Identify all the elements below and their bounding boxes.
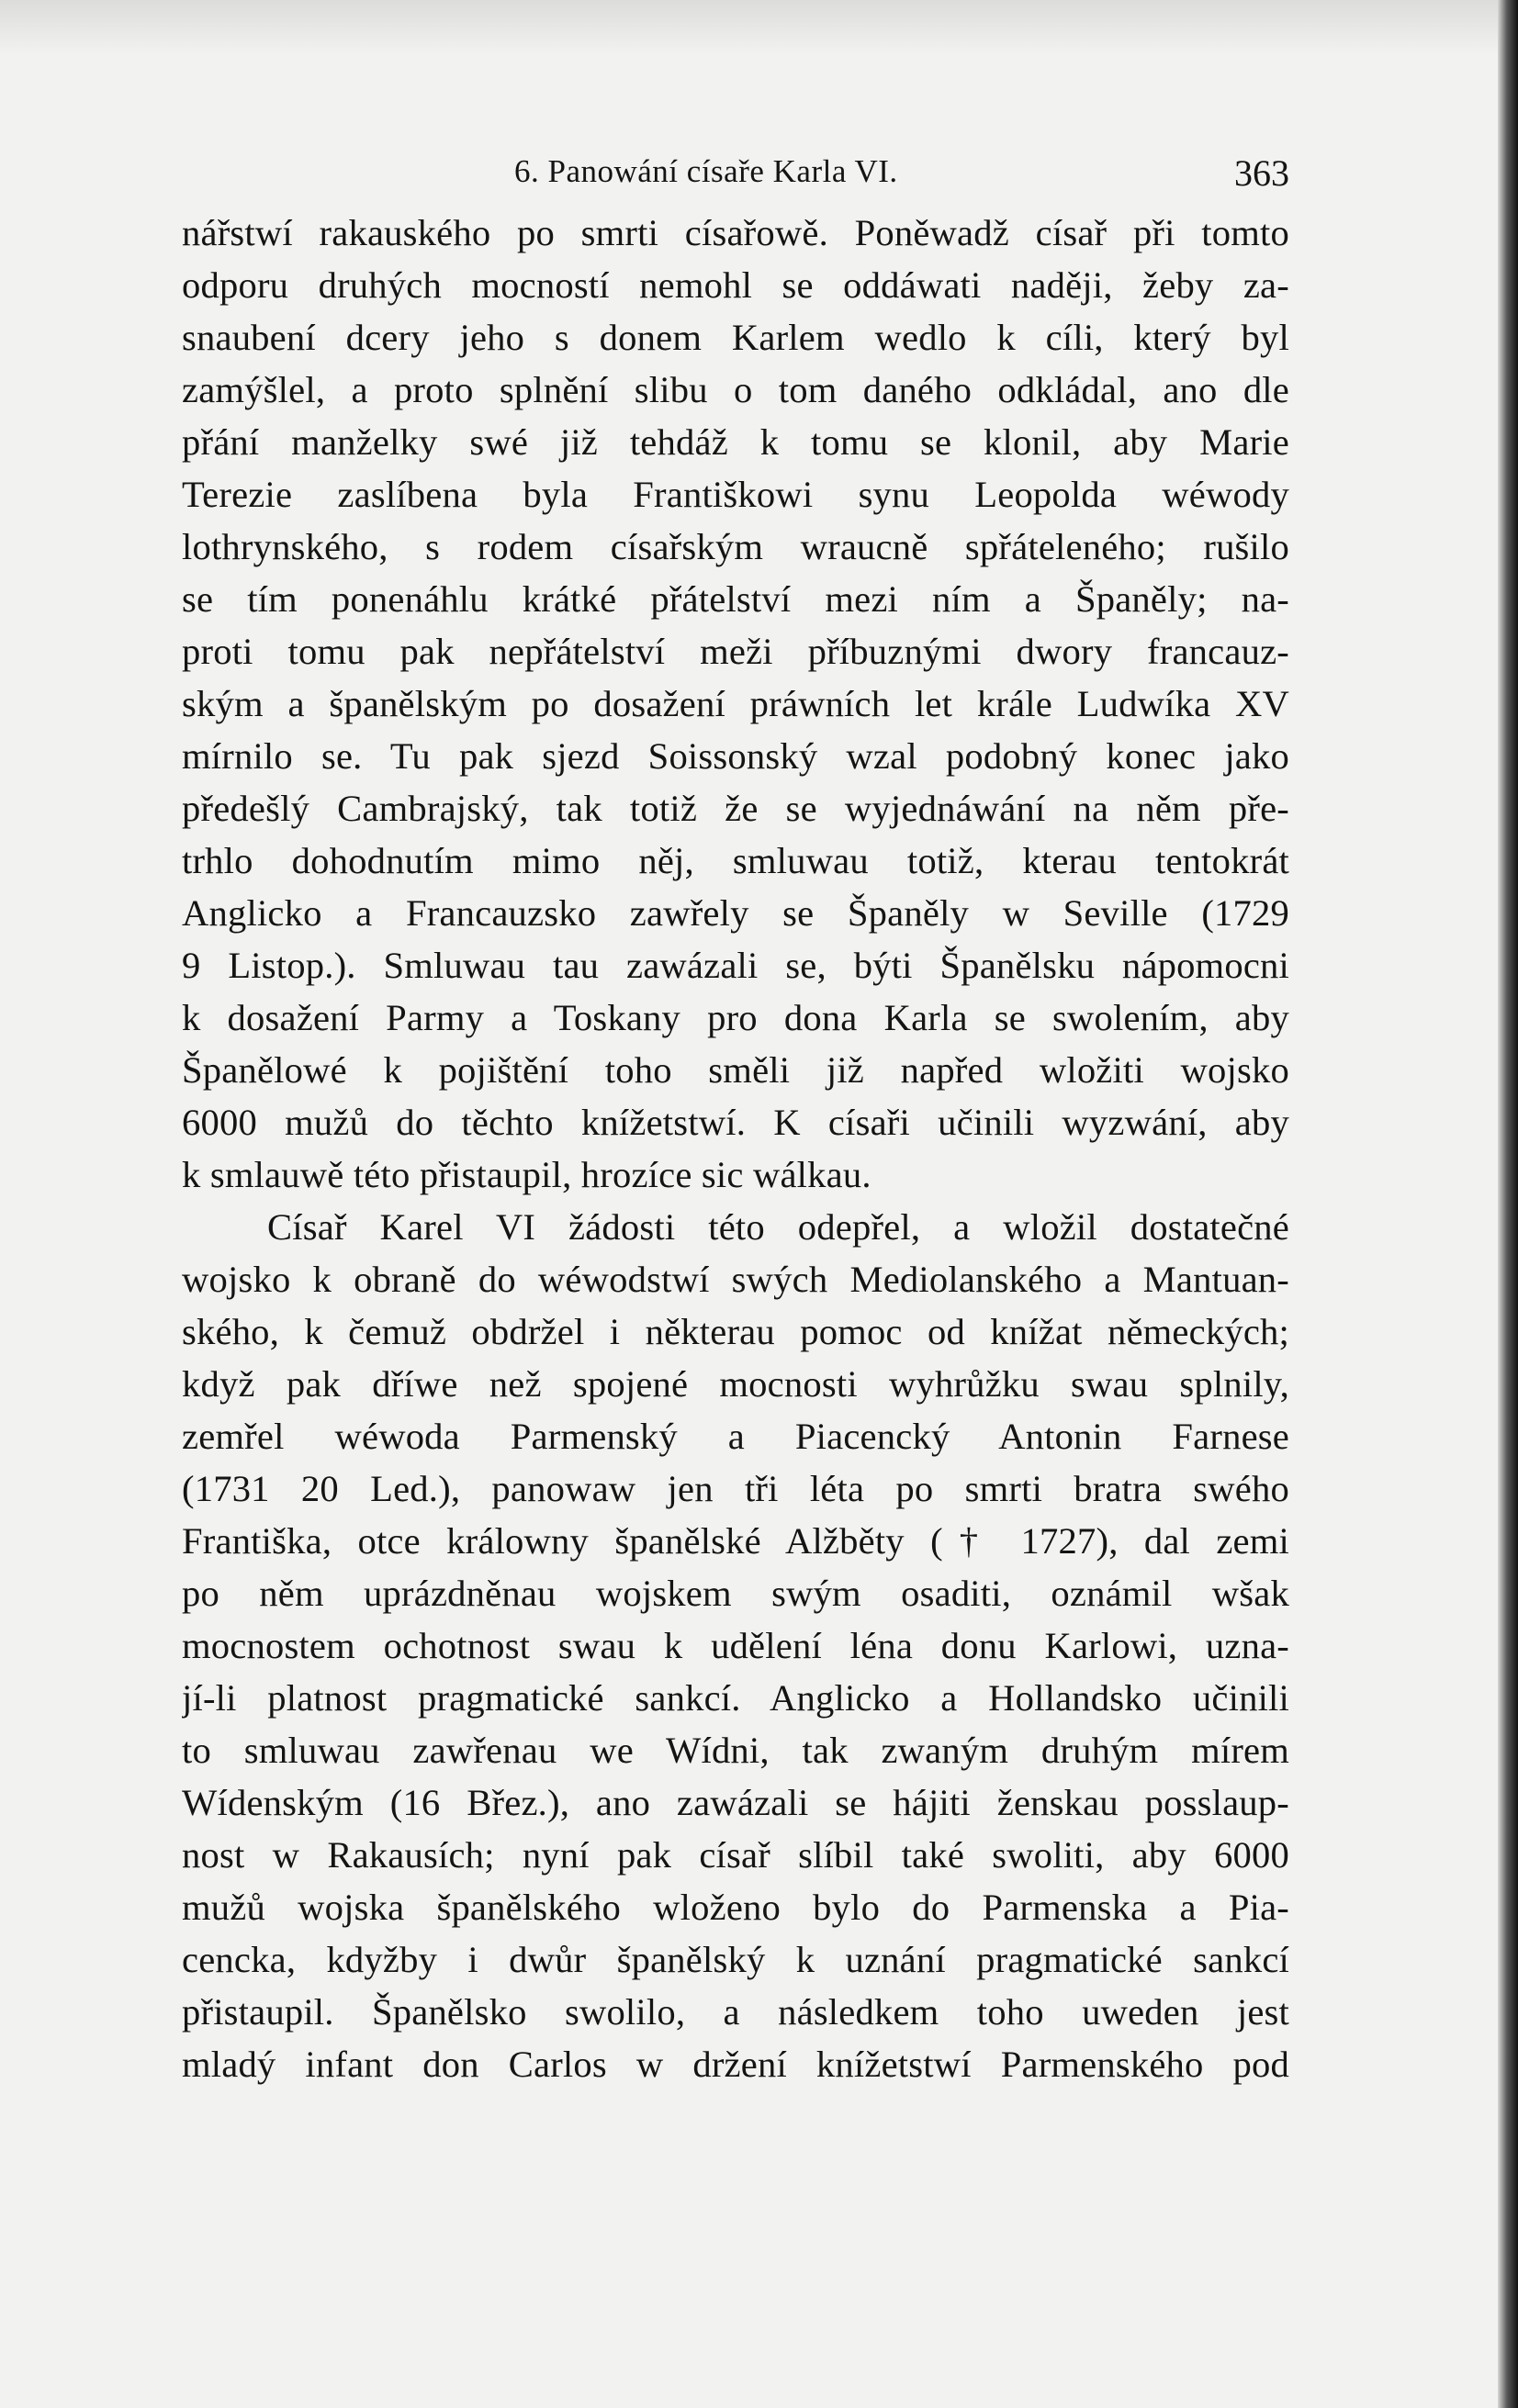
running-head — [182, 151, 1289, 207]
text-line: mladý infant don Carlos w držení knížetstwí Parmenského pod — [182, 2044, 1289, 2085]
text-line: 9 Listop.). Smluwau tau zawázali se, býti Španělsku nápomocni — [182, 945, 1289, 986]
page-number: 363 — [1234, 152, 1289, 194]
text-line: to smluwau zawřenau we Wídni, tak zwaným druhým mírem — [182, 1730, 1289, 1771]
text-line: jí-li platnost pragmatické sankcí. Anglicko a Hollandsko učinili — [182, 1677, 1289, 1719]
text-line: Anglicko a Francauzsko zawřely se Španěly w Seville (1729 — [182, 892, 1289, 934]
text-line: Františka, otce králowny španělské Alžběty († 1727), dal zemi — [182, 1520, 1289, 1562]
text-line: 6000 mužů do těchto knížetstwí. K císaři učinili wyzwání, aby — [182, 1102, 1289, 1143]
text-line: odporu druhých mocností nemohl se oddáwati naději, žeby za- — [182, 264, 1289, 306]
text-line: se tím ponenáhlu krátké přátelství mezi ním a Španěly; na- — [182, 578, 1289, 620]
text-line-paragraph-start: Císař Karel VI žádosti této odepřel, a wložil dostatečné — [267, 1206, 1289, 1248]
text-line: nářstwí rakauského po smrti císařowě. Poněwadž císař při tomto — [182, 212, 1289, 253]
scan-shadow-top — [0, 0, 1498, 55]
text-line: ského, k čemuž obdržel i některau pomoc od knížat německých; — [182, 1311, 1289, 1352]
text-line: proti tomu pak nepřátelství meži příbuznými dwory francauz- — [182, 631, 1289, 672]
running-title: 6. Panowání císaře Karla VI. — [514, 153, 898, 189]
text-line: mocnostem ochotnost swau k udělení léna donu Karlowi, uzna- — [182, 1625, 1289, 1666]
text-line: zemřel wéwoda Parmenský a Piacencký Antonin Farnese — [182, 1416, 1289, 1457]
text-line: přání manželky swé již tehdáž k tomu se klonil, aby Marie — [182, 421, 1289, 463]
text-line: předešlý Cambrajský, tak totiž že se wyjednáwání na něm pře- — [182, 788, 1289, 829]
text-line: přistaupil. Španělsko swolilo, a následkem toho uweden jest — [182, 1991, 1289, 2033]
text-line: cencka, kdyžby i dwůr španělský k uznání pragmatické sankcí — [182, 1939, 1289, 1980]
text-line: (1731 20 Led.), panowaw jen tři léta po smrti bratra swého — [182, 1468, 1289, 1509]
scan-binding-edge — [1498, 0, 1518, 2408]
text-line: snaubení dcery jeho s donem Karlem wedlo k cíli, který byl — [182, 317, 1289, 358]
text-line: nost w Rakausích; nyní pak císař slíbil také swoliti, aby 6000 — [182, 1834, 1289, 1876]
text-line: po něm uprázdněnau wojskem swým osaditi, oznámil wšak — [182, 1573, 1289, 1614]
book-page — [182, 151, 1289, 2090]
text-line: mírnilo se. Tu pak sjezd Soissonský wzal podobný konec jako — [182, 735, 1289, 777]
body-text — [182, 207, 1289, 2090]
text-line: lothrynského, s rodem císařským wraucně spřáteleného; rušilo — [182, 526, 1289, 567]
text-line: Španělowé k pojištění toho směli již napřed wložiti wojsko — [182, 1049, 1289, 1091]
text-line: wojsko k obraně do wéwodstwí swých Mediolanského a Mantuan- — [182, 1259, 1289, 1300]
text-line: Wídenským (16 Břez.), ano zawázali se hájiti ženskau posslaup- — [182, 1782, 1289, 1823]
text-line: ským a španělským po dosažení práwních let krále Ludwíka XV — [182, 683, 1289, 724]
text-line-paragraph-end: k smlauwě této přistaupil, hrozíce sic wálkau. — [182, 1154, 871, 1195]
text-line: mužů wojska španělského wloženo bylo do Parmenska a Pia- — [182, 1887, 1289, 1928]
text-line: trhlo dohodnutím mimo něj, smluwau totiž, kterau tentokrát — [182, 840, 1289, 881]
text-line: Terezie zaslíbena byla Františkowi synu Leopolda wéwody — [182, 474, 1289, 515]
text-line: když pak dříwe než spojené mocnosti wyhrůžku swau splnily, — [182, 1363, 1289, 1405]
text-line: k dosažení Parmy a Toskany pro dona Karla se swolením, aby — [182, 997, 1289, 1038]
text-line: zamýšlel, a proto splnění slibu o tom daného odkládal, ano dle — [182, 369, 1289, 410]
